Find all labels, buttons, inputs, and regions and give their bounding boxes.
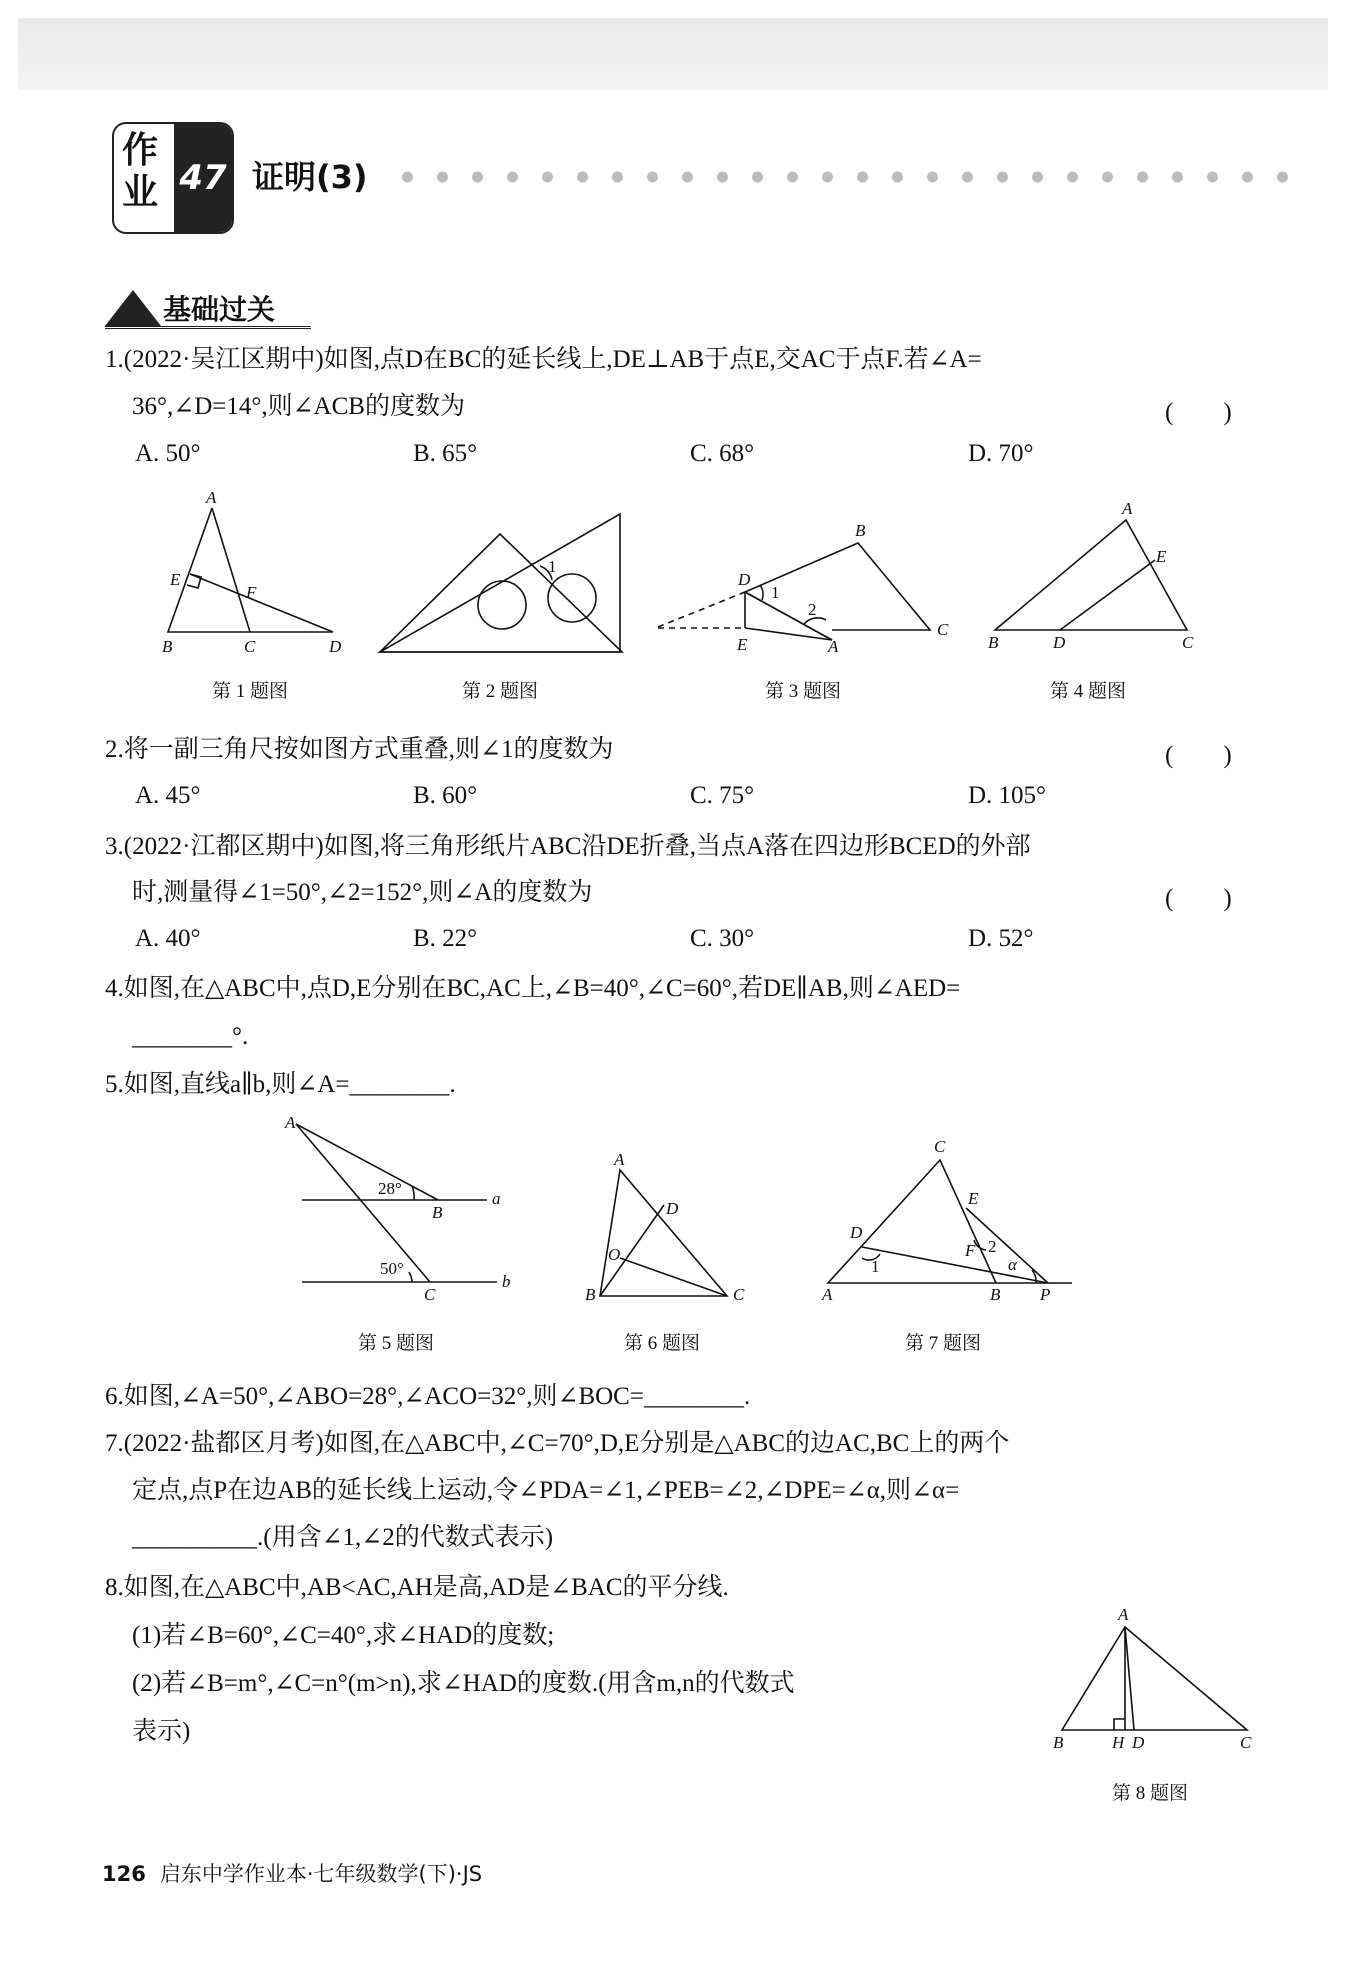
- figure-3: [658, 543, 930, 640]
- f7-label-f: F: [965, 1241, 976, 1260]
- caption-fig6: 第 6 题图: [624, 1333, 701, 1354]
- f8-label-b: B: [1053, 1733, 1064, 1752]
- caption-fig3: 第 3 题图: [765, 681, 842, 702]
- f3-label-c: C: [937, 620, 949, 639]
- page-footer: [102, 1858, 482, 1888]
- q3-option-c: C. 30°: [690, 925, 755, 952]
- f7-label-alpha: α: [1008, 1255, 1017, 1274]
- q2-answer-paren: ( ): [1165, 742, 1232, 769]
- f4-label-b: B: [988, 633, 999, 652]
- f7-label-p: P: [1040, 1285, 1051, 1304]
- q3-option-b: B. 22°: [413, 925, 478, 952]
- figure-1: [168, 508, 333, 632]
- q2-option-a: A. 45°: [135, 782, 201, 809]
- f4-label-e: E: [1156, 547, 1167, 566]
- f1-label-a: A: [206, 488, 217, 507]
- q3-answer-paren: ( ): [1165, 885, 1232, 912]
- book-title: 启东中学作业本·七年级数学(下)·JS: [159, 1862, 483, 1886]
- q1-option-b: B. 65°: [413, 440, 478, 467]
- q2-option-b: B. 60°: [413, 782, 478, 809]
- caption-fig5: 第 5 题图: [358, 1333, 435, 1354]
- badge-number: 47: [174, 124, 232, 232]
- f6-label-o: O: [608, 1245, 621, 1264]
- f3-label-a: A: [828, 637, 839, 656]
- f7-label-b: B: [990, 1285, 1001, 1304]
- f8-label-d: D: [1132, 1733, 1145, 1752]
- q8-line2: (1)若∠B=60°,∠C=40°,求∠HAD的度数;: [132, 1622, 555, 1649]
- f7-label-2: 2: [988, 1237, 997, 1256]
- f3-label-1: 1: [771, 583, 780, 602]
- q1-option-d: D. 70°: [968, 440, 1034, 467]
- f5-label-a: A: [285, 1113, 296, 1132]
- f7-label-d: D: [850, 1223, 863, 1242]
- q4-line2: ________°.: [132, 1023, 249, 1050]
- figure-2: [380, 514, 622, 652]
- caption-fig8: 第 8 题图: [1112, 1783, 1189, 1804]
- q8-line1: 8.如图,在△ABC中,AB<AC,AH是高,AD是∠BAC的平分线.: [105, 1574, 729, 1601]
- q6-line1: 6.如图,∠A=50°,∠ABO=28°,∠ACO=32°,则∠BOC=________.: [105, 1383, 751, 1410]
- f3-label-2: 2: [808, 600, 817, 619]
- f7-label-a: A: [822, 1285, 833, 1304]
- f5-label-a-line: a: [492, 1189, 501, 1208]
- q3-option-a: A. 40°: [135, 925, 201, 952]
- f8-label-h: H: [1112, 1733, 1125, 1752]
- f2-label-1: 1: [548, 557, 557, 576]
- caption-fig4: 第 4 题图: [1050, 681, 1127, 702]
- f1-label-d: D: [329, 637, 342, 656]
- figure-8: [1062, 1627, 1247, 1730]
- page-number: 126: [102, 1862, 146, 1886]
- q3-line1: 3.(2022·江都区期中)如图,将三角形纸片ABC沿DE折叠,当点A落在四边形BCED的外部: [105, 833, 1031, 860]
- f6-label-d: D: [666, 1199, 679, 1218]
- f1-label-e: E: [170, 570, 181, 589]
- f4-label-c: C: [1182, 633, 1194, 652]
- q3-option-d: D. 52°: [968, 925, 1034, 952]
- q8-line3: (2)若∠B=m°,∠C=n°(m>n),求∠HAD的度数.(用含m,n的代数式: [132, 1670, 795, 1697]
- f1-label-b: B: [162, 637, 173, 656]
- section-label: 基础过关: [163, 293, 276, 326]
- q1-option-a: A. 50°: [135, 440, 201, 467]
- f4-label-a: A: [1122, 499, 1133, 518]
- f4-label-d: D: [1053, 633, 1066, 652]
- f1-label-c: C: [244, 637, 256, 656]
- f7-label-c: C: [934, 1137, 946, 1156]
- f3-label-b: B: [855, 521, 866, 540]
- q1-line2: 36°,∠D=14°,则∠ACB的度数为: [132, 393, 465, 420]
- figure-7: [828, 1160, 1072, 1283]
- f8-label-c: C: [1240, 1733, 1252, 1752]
- q4-line1: 4.如图,在△ABC中,点D,E分别在BC,AC上,∠B=40°,∠C=60°,若DE∥AB,则∠AED=: [105, 975, 961, 1002]
- q1-option-c: C. 68°: [690, 440, 755, 467]
- q2-line1: 2.将一副三角尺按如图方式重叠,则∠1的度数为: [105, 736, 614, 763]
- f6-label-c: C: [733, 1285, 745, 1304]
- caption-fig7: 第 7 题图: [905, 1333, 982, 1354]
- q8-line4: 表示): [132, 1718, 191, 1745]
- f6-label-a: A: [614, 1150, 625, 1169]
- q7-line3: __________.(用含∠1,∠2的代数式表示): [132, 1524, 554, 1551]
- f7-label-e: E: [968, 1189, 979, 1208]
- f5-label-b-line: b: [502, 1272, 511, 1291]
- figure-4: [995, 520, 1187, 630]
- caption-fig1: 第 1 题图: [212, 681, 289, 702]
- q3-line2: 时,测量得∠1=50°,∠2=152°,则∠A的度数为: [132, 879, 593, 906]
- f7-label-1: 1: [871, 1257, 880, 1276]
- page-title: 证明(3): [252, 158, 368, 196]
- q2-option-d: D. 105°: [968, 782, 1047, 809]
- f3-label-e: E: [737, 635, 748, 654]
- f6-label-b: B: [585, 1285, 596, 1304]
- badge-word: 作业: [122, 130, 159, 213]
- f8-label-a: A: [1118, 1605, 1129, 1624]
- f5-label-50: 50°: [380, 1259, 404, 1278]
- q1-line1: 1.(2022·吴江区期中)如图,点D在BC的延长线上,DE⊥AB于点E,交AC于点F.若∠A=: [105, 346, 982, 373]
- q7-line2: 定点,点P在边AB的延长线上运动,令∠PDA=∠1,∠PEB=∠2,∠DPE=∠α,则∠α=: [132, 1477, 960, 1504]
- f5-label-c: C: [424, 1285, 436, 1304]
- figure-6: [600, 1170, 727, 1296]
- q2-option-c: C. 75°: [690, 782, 755, 809]
- f5-label-b-point: B: [432, 1203, 443, 1222]
- f5-label-28: 28°: [378, 1179, 402, 1198]
- q1-answer-paren: ( ): [1165, 399, 1232, 426]
- caption-fig2: 第 2 题图: [462, 681, 539, 702]
- q7-line1: 7.(2022·盐都区月考)如图,在△ABC中,∠C=70°,D,E分别是△ABC的边AC,BC上的两个: [105, 1430, 1010, 1457]
- f1-label-f: F: [246, 583, 257, 602]
- f3-label-d: D: [738, 570, 751, 589]
- q5-line1: 5.如图,直线a∥b,则∠A=________.: [105, 1071, 456, 1098]
